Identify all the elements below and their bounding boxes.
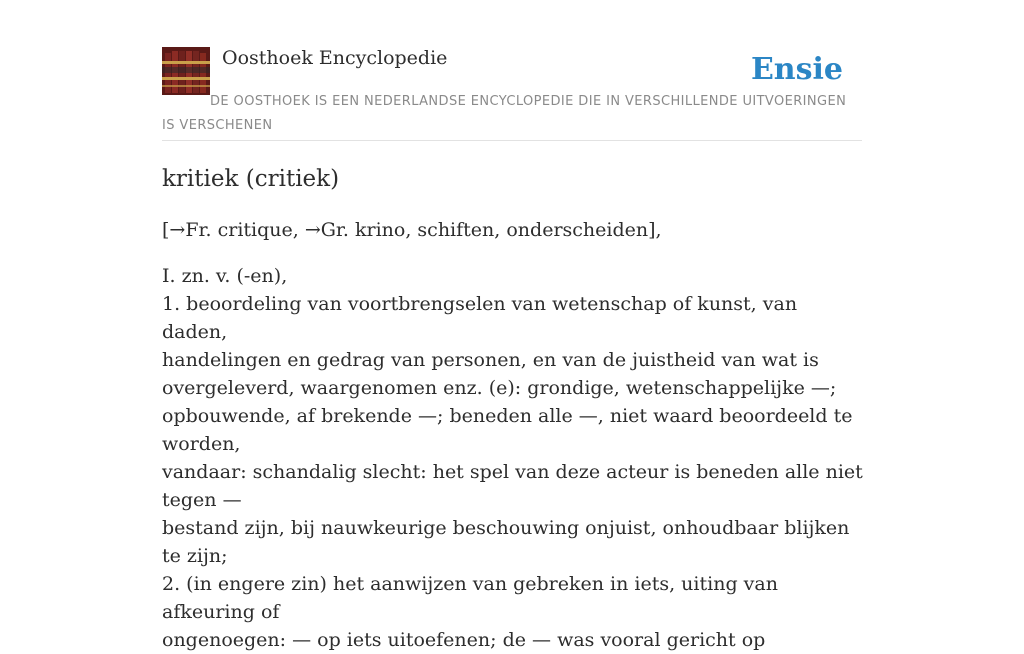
definition-line: opbouwende, af brekende —; beneden alle —, niet waard beoordeeld te worden, bbox=[162, 405, 853, 455]
entry-definition bbox=[162, 262, 867, 654]
book-spines-icon bbox=[162, 47, 210, 95]
definition-line: 2. (in engere zin) het aanwijzen van gebreken in iets, uiting van afkeuring of bbox=[162, 573, 778, 623]
definition-line: overgeleverd, waargenomen enz. (e): grondige, wetenschappelijke —; bbox=[162, 377, 837, 399]
definition-line: handelingen en gedrag van personen, en van de juistheid van wat is bbox=[162, 349, 819, 371]
site-name-link[interactable]: Oosthoek Encyclopedie bbox=[222, 47, 448, 69]
definition-line: vandaar: schandalig slecht: het spel van deze acteur is beneden alle niet tegen — bbox=[162, 461, 863, 511]
site-tagline: DE OOSTHOEK IS EEN NEDERLANDSE ENCYCLOPEDIE DIE IN VERSCHILLENDE UITVOERINGEN IS VERSCHENEN bbox=[162, 94, 847, 133]
site-header bbox=[162, 46, 862, 141]
entry-etymology: [→Fr. critique, →Gr. krino, schiften, onderscheiden], bbox=[162, 219, 662, 241]
entry-content bbox=[162, 162, 867, 654]
avatar[interactable] bbox=[162, 47, 210, 95]
definition-line: ongenoegen: — op iets uitoefenen; de — was vooral gericht op bbox=[162, 629, 766, 651]
definition-line: 1. beoordeling van voortbrengselen van wetenschap of kunst, van daden, bbox=[162, 293, 798, 343]
definition-line: I. zn. v. (-en), bbox=[162, 265, 288, 287]
entry-title: kritiek (critiek) bbox=[162, 166, 340, 192]
brand-logo-link[interactable]: Ensie bbox=[750, 52, 843, 87]
definition-line: bestand zijn, bij nauwkeurige beschouwing onjuist, onhoudbaar blijken te zijn; bbox=[162, 517, 850, 567]
